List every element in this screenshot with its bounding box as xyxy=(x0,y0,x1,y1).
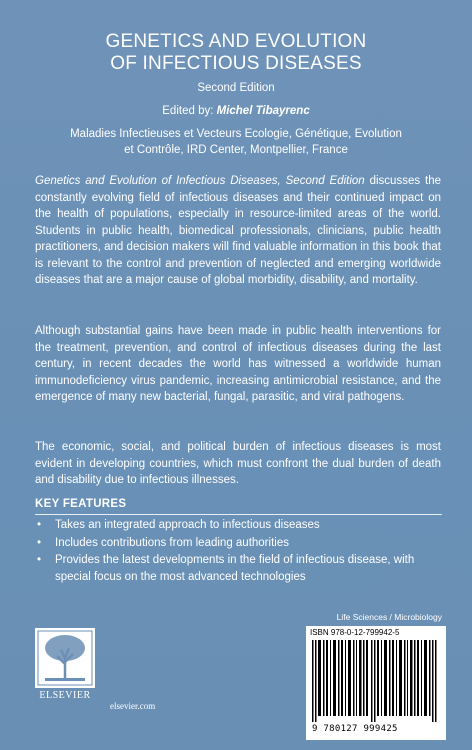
book-title-line2: OF INFECTIOUS DISEASES xyxy=(110,53,362,74)
elsevier-tree-logo-icon xyxy=(35,628,95,688)
book-title-line1: GENETICS AND EVOLUTION xyxy=(105,31,367,52)
barcode-digits: 9 780127 999425 xyxy=(312,724,398,734)
key-feature-text: Includes contributions from leading authorities xyxy=(55,536,289,549)
key-feature-text: Takes an integrated approach to infectious diseases xyxy=(55,519,320,531)
bullet-icon: • xyxy=(37,554,42,566)
editor-name: Michel Tibayrenc xyxy=(216,105,310,117)
key-feature-item xyxy=(35,535,442,552)
publisher-name: ELSEVIER xyxy=(39,690,91,701)
bullet-icon: • xyxy=(37,536,42,549)
key-features-divider xyxy=(35,514,442,515)
bullet-icon: • xyxy=(37,519,42,531)
key-feature-item xyxy=(35,552,442,585)
key-features-heading: KEY FEATURES xyxy=(35,498,127,510)
key-feature-text: Provides the latest developments in the field of infectious disease, with special focus on the most advanced technologies xyxy=(55,554,415,583)
isbn-barcode-box xyxy=(306,626,446,740)
book-title-italic: Genetics and Evolution of Infectious Diseases, Second Edition xyxy=(35,175,365,187)
isbn-label: ISBN 978-0-12-799942-5 xyxy=(310,628,400,637)
description-paragraph-3: The economic, social, and political burden of infectious diseases is most evident in developing countries, which must confront the dual burden of death and disability due to infectious illnesses. xyxy=(35,441,441,486)
description-paragraph-1 xyxy=(35,173,441,289)
affiliation-line1: Maladies Infectieuses et Vecteurs Ecologie, Génétique, Evolution xyxy=(70,128,402,140)
description-paragraph-1-text: discusses the constantly evolving field of infectious diseases and their continued impact on the health of populations, especially in resource-limited areas of the world. Students in public health, biomedical professionals, clinicians, public health practitioners, and decision makers will find valuable information in this book that is relevant to the control and prevention of neglected and emerging worldwide diseases that are a major cause of global morbidity, disability, and mortality. xyxy=(35,175,441,286)
edition-label: Second Edition xyxy=(197,82,275,94)
edited-by-prefix: Edited by: xyxy=(162,105,217,117)
barcode-icon xyxy=(312,640,440,722)
publisher-url[interactable]: elsevier.com xyxy=(110,701,156,711)
subject-category: Life Sciences / Microbiology xyxy=(336,612,442,622)
key-feature-item xyxy=(35,517,442,534)
key-features-list xyxy=(35,517,442,586)
affiliation-line2: et Contrôle, IRD Center, Montpellier, France xyxy=(124,144,348,156)
description-paragraph-2: Although substantial gains have been made in public health interventions for the treatment, prevention, and control of infectious diseases during the last century, in recent decades the world has witnessed a worldwide human immunodeficiency virus pandemic, increasing antimicrobial resistance, and the emergence of many new bacterial, fungal, parasitic, and viral pathogens. xyxy=(35,325,441,403)
edited-by xyxy=(0,105,472,117)
